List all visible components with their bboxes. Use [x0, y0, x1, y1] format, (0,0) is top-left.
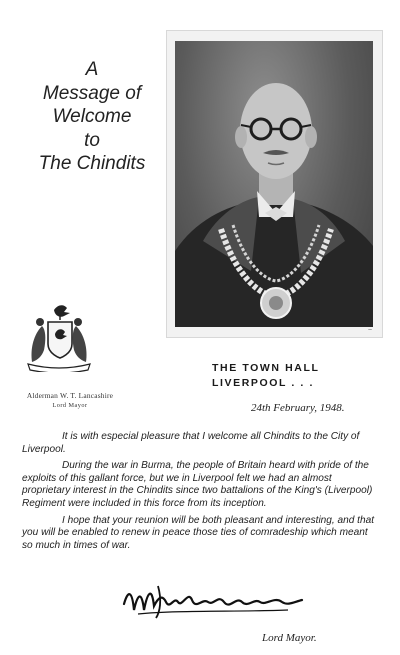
letter-body [22, 431, 377, 556]
photographer-mark-icon: ~ [367, 327, 372, 334]
title-line-1: A [85, 59, 99, 80]
title-line-2: Message of [42, 82, 142, 104]
body-paragraph-1: It is with especial pleasure that I welcome all Chindits to the City of Liverpool. [22, 431, 360, 455]
message-title [22, 58, 162, 176]
portrait-frame [166, 30, 383, 338]
city-crest-icon [24, 300, 94, 372]
sender-role: Lord Mayor [52, 402, 88, 409]
body-paragraph-2: During the war in Burma, the people of Britain heard with pride of the exploits of this gallant force, but we in Liverpool felt we had an almost proprietary interest in the Chindits since two battalions of the King's (Liverpool) Regiment were included in this force from its inception. [22, 460, 373, 509]
address-line-1: THE TOWN HALL [212, 362, 320, 374]
address-block [212, 361, 320, 391]
letter-date: 24th February, 1948. [251, 402, 345, 414]
title-line-5: The Chindits [38, 153, 146, 175]
portrait-photo-icon [175, 41, 373, 327]
title-line-3: Welcome [52, 106, 132, 128]
sender-name: Alderman W. T. Lancashire [26, 391, 114, 400]
title-line-4: to [84, 129, 100, 151]
closing-title: Lord Mayor. [262, 632, 317, 644]
sender-block [14, 391, 126, 409]
signature-icon [118, 580, 308, 620]
body-paragraph-3: I hope that your reunion will be both pleasant and interesting, and that you will be enabled to renew in peace those ties of comradeship which meant so much in times of war. [22, 514, 374, 551]
address-line-2: LIVERPOOL . . . [212, 377, 314, 389]
